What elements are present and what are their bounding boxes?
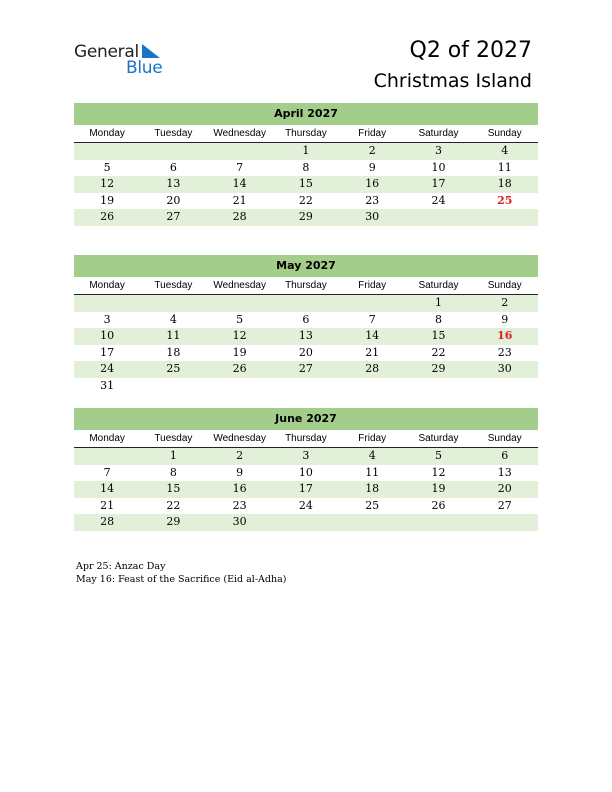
day-cell: 12 [232,329,247,342]
weekday-label: Friday [358,128,387,139]
day-cell [140,295,206,312]
weekday-label: Saturday [418,280,459,291]
weekday-label: Wednesday [213,280,266,291]
day-cell: 1 [434,296,442,309]
holiday-note: Apr 25: Anzac Day [76,561,166,572]
day-cell: 22 [166,498,181,512]
weekday-header [74,125,538,143]
day-cell: 11 [166,329,181,342]
day-cell: 24 [100,362,115,375]
day-cell: 3 [302,449,310,462]
day-cell [74,295,140,312]
day-cell: 20 [298,345,313,359]
week-row [74,160,538,177]
day-cell: 1 [169,449,177,462]
week-row [74,328,538,345]
day-cell [472,378,538,395]
day-cell: 21 [365,345,380,359]
month-title: April 2027 [74,103,538,125]
day-cell [273,378,339,395]
month-title: June 2027 [74,408,538,430]
weekday-label: Monday [89,280,125,291]
day-cell [405,514,471,531]
day-cell: 10 [100,329,115,342]
weekday-label: Friday [358,433,387,444]
day-cell: 23 [365,193,380,207]
weekday-label: Tuesday [154,433,193,444]
day-cell [339,295,405,312]
week-row [74,176,538,193]
week-row [74,209,538,226]
page-title: Q2 of 2027 [409,38,532,63]
day-cell [74,143,140,160]
weekday-label: Tuesday [154,128,193,139]
day-cell: 26 [232,362,247,375]
weekday-label: Sunday [487,433,522,444]
day-cell: 23 [497,345,512,359]
day-cell: 9 [236,465,244,479]
page-subtitle: Christmas Island [373,70,532,92]
day-cell: 10 [298,465,313,479]
day-cell: 6 [302,312,310,326]
weekday-label: Saturday [418,433,459,444]
weekday-label: Thursday [285,433,327,444]
day-cell: 15 [298,177,313,190]
day-cell: 19 [431,482,446,495]
day-cell: 4 [368,449,376,462]
day-cell: 6 [501,449,509,462]
day-cell: 25 [365,498,380,512]
weekday-header [74,430,538,448]
day-cell: 22 [431,345,446,359]
day-cell: 26 [100,210,115,223]
week-row [74,465,538,482]
day-cell: 14 [365,329,380,342]
day-cell [472,514,538,531]
week-row [74,498,538,515]
week-row [74,448,538,465]
week-row [74,193,538,210]
weekday-label: Monday [89,128,125,139]
day-cell: 19 [232,345,247,359]
day-cell: 30 [232,515,247,528]
holiday-notes [76,560,286,586]
day-cell: 20 [497,482,512,495]
day-cell: 29 [166,515,181,528]
day-cell: 18 [365,482,380,495]
day-cell: 29 [431,362,446,375]
weekday-label: Wednesday [213,433,266,444]
month-calendar [74,408,538,531]
day-cell: 8 [434,312,442,326]
day-cell: 20 [166,193,181,207]
day-cell: 18 [166,345,181,359]
day-cell: 26 [431,498,446,512]
day-cell: 13 [298,329,313,342]
weekday-label: Monday [89,433,125,444]
week-row [74,295,538,312]
day-cell: 16 [365,177,380,190]
day-cell: 17 [431,177,446,190]
day-cell: 12 [431,465,446,479]
day-cell: 5 [236,312,244,326]
day-cell: 31 [100,378,115,392]
week-row [74,481,538,498]
day-cell: 28 [100,515,115,528]
day-cell: 24 [431,193,446,207]
day-cell: 3 [434,144,442,157]
day-cell: 30 [365,210,380,223]
weekday-label: Wednesday [213,128,266,139]
day-cell: 4 [501,144,509,157]
day-cell: 16 [232,482,247,495]
day-cell: 9 [501,312,509,326]
week-row [74,345,538,362]
day-cell: 21 [232,193,247,207]
day-cell [339,378,405,395]
week-row [74,378,538,395]
weekday-label: Thursday [285,280,327,291]
day-cell: 7 [236,160,244,174]
day-cell: 8 [169,465,177,479]
logo [74,42,174,78]
day-cell: 13 [497,465,512,479]
day-cell: 15 [166,482,181,495]
day-cell: 28 [365,362,380,375]
day-cell: 17 [298,482,313,495]
day-cell: 30 [497,362,512,375]
day-cell: 15 [431,329,446,342]
weekday-label: Sunday [487,128,522,139]
day-cell [140,143,206,160]
day-cell: 24 [298,498,313,512]
month-title: May 2027 [74,255,538,277]
day-cell: 25 [166,362,181,375]
day-cell [405,378,471,395]
day-cell: 27 [497,498,512,512]
day-cell [74,448,140,465]
week-row [74,143,538,160]
day-cell: 21 [100,498,115,512]
day-cell: 27 [166,210,181,223]
weekday-label: Saturday [418,128,459,139]
day-cell [140,378,206,395]
day-cell [207,295,273,312]
day-cell: 2 [501,296,509,309]
day-cell: 6 [169,160,177,174]
day-cell [472,209,538,226]
week-row [74,312,538,329]
day-cell: 22 [298,193,313,207]
weekday-label: Friday [358,280,387,291]
day-cell: 18 [497,177,512,190]
day-cell: 8 [302,160,310,174]
day-cell: 11 [365,465,380,479]
logo-word-general: General [74,42,139,62]
logo-word-blue: Blue [126,58,163,78]
day-cell: 29 [298,210,313,223]
day-cell [273,514,339,531]
day-cell: 2 [236,449,244,462]
day-cell: 17 [100,345,115,359]
day-cell: 12 [100,177,115,190]
month-calendar [74,103,538,226]
day-cell [405,209,471,226]
month-calendar [74,255,538,394]
day-cell: 1 [302,144,310,157]
day-cell: 28 [232,210,247,223]
day-cell: 27 [298,362,313,375]
holiday-note: May 16: Feast of the Sacrifice (Eid al-Adha) [76,574,287,585]
weekday-label: Thursday [285,128,327,139]
day-cell: 7 [368,312,376,326]
day-cell: 14 [100,482,115,495]
day-cell: 2 [368,144,376,157]
week-row [74,514,538,531]
weekday-label: Tuesday [154,280,193,291]
week-row [74,361,538,378]
day-cell: 5 [434,449,442,462]
holiday-day-cell: 25 [497,193,513,207]
day-cell: 7 [103,465,111,479]
day-cell: 9 [368,160,376,174]
day-cell [339,514,405,531]
day-cell: 5 [103,160,111,174]
day-cell: 4 [169,312,177,326]
weekday-header [74,277,538,295]
day-cell: 23 [232,498,247,512]
weekday-label: Sunday [487,280,522,291]
day-cell [273,295,339,312]
day-cell: 3 [103,312,111,326]
day-cell: 11 [497,160,512,174]
day-cell [207,143,273,160]
day-cell: 14 [232,177,247,190]
day-cell: 10 [431,160,446,174]
day-cell [207,378,273,395]
day-cell: 19 [100,193,115,207]
day-cell: 13 [166,177,181,190]
holiday-day-cell: 16 [497,329,513,342]
